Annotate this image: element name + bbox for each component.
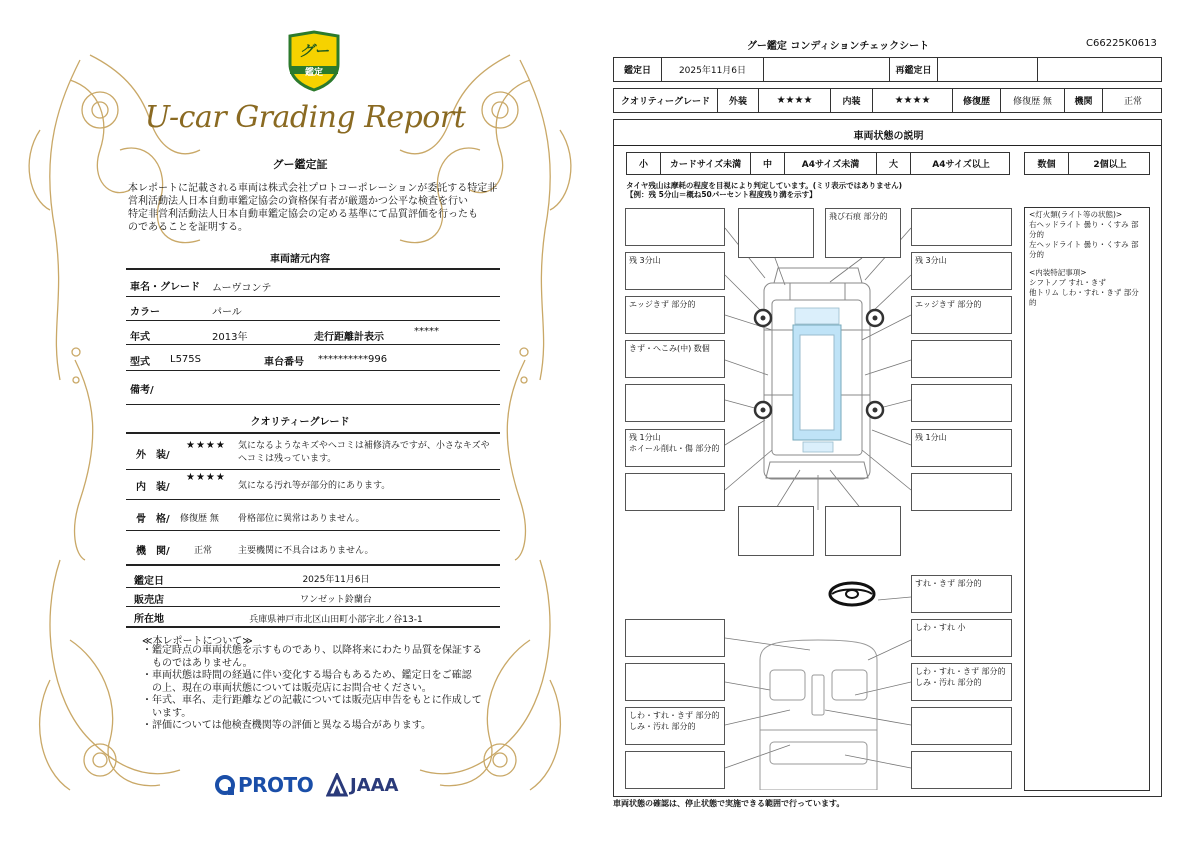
tire-note-2: 【例：残 5分山＝概ね50パーセント程度残り溝を示す】	[626, 190, 817, 199]
spec-name-label: 車名・グレード	[130, 282, 200, 293]
spec-remarks-label: 備考/	[130, 385, 154, 396]
ext-label: 外装	[718, 89, 759, 112]
damage-size-legend: 小 カードサイズ未満 中 A4サイズ未満 大 A4サイズ以上	[626, 152, 1010, 175]
quality-frame-label: 骨 格/	[136, 514, 170, 525]
damage-box-interior-left-1	[625, 619, 725, 657]
quality-engine-label: 機 関/	[136, 546, 170, 557]
quality-engine-value: 正常	[194, 546, 213, 556]
damage-box-interior-right-4	[911, 751, 1012, 789]
note-item: の上、現在の車両状態については販売店にお問合せください。	[142, 682, 432, 694]
spec-mileage-value: *****	[414, 326, 439, 337]
quality-frame-value: 修復歴 無	[180, 514, 219, 524]
damage-box-front-right-top	[911, 208, 1012, 246]
repair-value: 修復歴 無	[1001, 89, 1065, 112]
quality-grade-label: クオリティーグレード	[614, 89, 718, 112]
spec-color-label: カラー	[130, 307, 160, 318]
note-item: ものではありません。	[142, 657, 253, 669]
damage-box-rear-center	[825, 506, 901, 556]
spec-year-value: 2013年	[212, 332, 248, 343]
goo-appraisal-logo	[286, 30, 342, 92]
tire-note-1: タイヤ残山は摩耗の程度を目視により判定しています。(ミリ表示ではありません)	[626, 181, 903, 190]
damage-box-front-center: 飛び石痕 部分的	[825, 208, 901, 258]
certificate-intro	[128, 182, 498, 234]
logo-bottom-text: 鑑定	[304, 68, 323, 78]
intro-line: 営利活動法人日本自動車鑑定協会の資格保有者が厳選かつ公平な検査を行い	[128, 196, 468, 207]
ext-stars: ★★★★	[759, 89, 831, 112]
damage-box-front-left-tire: 残 3分山	[625, 252, 725, 290]
eval-date-label: 鑑定日	[614, 58, 662, 81]
damage-box-interior-left-2	[625, 663, 725, 701]
info-address-value: 兵庫県神戸市北区山田町小部字北ノ谷13-1	[249, 615, 423, 625]
spec-model-value: L575S	[170, 354, 202, 365]
proto-logo: PROTO	[214, 772, 313, 798]
damage-box-rear-right-bottom	[911, 473, 1012, 511]
info-dealer-label: 販売店	[134, 595, 164, 606]
spec-color-value: パール	[212, 307, 242, 318]
quality-exterior-stars: ★★★★	[186, 440, 226, 451]
info-dealer-value: ワンゼット鈴蘭台	[300, 595, 372, 605]
note-item: ・車両状態は時間の経過に伴い変化する場合もあるため、鑑定日をご確認	[142, 670, 472, 681]
info-address-label: 所在地	[134, 614, 164, 625]
engine-label: 機関	[1065, 89, 1103, 112]
quality-interior-label: 内 装/	[136, 482, 170, 493]
info-date-value: 2025年11月6日	[302, 575, 370, 585]
damage-box-front-left-top	[625, 208, 725, 246]
engine-value: 正常	[1123, 97, 1142, 107]
sheet-title: グー鑑定 コンディションチェックシート	[746, 41, 930, 52]
damage-count-legend: 数個 2個以上	[1024, 152, 1150, 175]
spec-year-label: 年式	[130, 332, 150, 343]
damage-box-front-right-tire: 残 3分山	[911, 252, 1012, 290]
damage-box-left-mid	[625, 384, 725, 422]
spec-chassis-label: 車台番号	[264, 357, 304, 368]
damage-box-interior-left-3: しわ・すれ・きず 部分的 しみ・汚れ 部分的	[625, 707, 725, 745]
spec-chassis-value: **********996	[318, 354, 388, 365]
note-item: ・鑑定時点の車両状態を示すものであり、以降将来にわたり品質を保証する	[142, 645, 482, 656]
condition-check-sheet	[600, 0, 1200, 848]
quality-interior-text: 気になる汚れ等が部分的にあります。	[238, 481, 391, 491]
damage-box-left-edge: エッジきず 部分的	[625, 296, 725, 334]
note-item: います。	[142, 707, 192, 719]
intro-line: 本レポートに記載される車両は株式会社プロトコーポレーションが委託する特定非	[128, 183, 498, 194]
certificate-heading: グー鑑定証	[272, 158, 328, 171]
intro-line: 特定非営利活動法人日本自動車鑑定協会の定める基準にて品質評価を行ったも	[128, 209, 478, 220]
damage-box-interior-left-4	[625, 751, 725, 789]
damage-box-interior-right-2: しわ・すれ・きず 部分的 しみ・汚れ 部分的	[911, 663, 1012, 701]
spec-model-label: 型式	[130, 357, 150, 368]
info-date-label: 鑑定日	[134, 576, 164, 587]
notes-list	[142, 645, 502, 733]
jaaa-mark-icon	[326, 773, 348, 797]
eval-date-value: 2025年11月6日	[662, 58, 764, 81]
quality-exterior-text: 気になるようなキズやヘコミは補修済みですが、小さなキズや ヘコミは残っています。	[238, 441, 490, 464]
script-title: U-car Grading Report	[144, 100, 466, 135]
specs-heading: 車両諸元内容	[270, 254, 330, 265]
section-title: 車両状態の説明	[853, 131, 924, 142]
quality-heading: クオリティーグレード	[250, 417, 350, 428]
proto-mark-icon	[214, 773, 238, 797]
repair-label: 修復歴	[953, 89, 1001, 112]
sheet-doc-id: C66225K0613	[1086, 38, 1157, 49]
quality-interior-stars: ★★★★	[186, 472, 226, 483]
int-label: 内装	[831, 89, 873, 112]
damage-box-steering: すれ・きず 部分的	[911, 575, 1012, 613]
jaaa-logo: JAAA	[326, 772, 399, 798]
damage-box-rear-left-bottom	[625, 473, 725, 511]
int-stars: ★★★★	[873, 89, 953, 112]
damage-box-right-dent	[911, 340, 1012, 378]
damage-box-interior-right-1: しわ・すれ 小	[911, 619, 1012, 657]
logo-top-text: グー	[298, 42, 329, 60]
damage-box-front-center-left	[738, 208, 814, 258]
damage-box-left-dent: きず・へこみ(中) 数個	[625, 340, 725, 378]
note-item: ・評価については他検査機関等の評価と異なる場合があります。	[142, 720, 431, 731]
quality-engine-text: 主要機関に不具合はありません。	[238, 546, 374, 556]
reeval-date-label: 再鑑定日	[890, 58, 938, 81]
notes-heading: ≪本レポートについて≫	[142, 636, 253, 647]
spec-mileage-label: 走行距離計表示	[314, 332, 384, 343]
intro-line: のであることを証明する。	[128, 222, 248, 233]
note-item: ・年式、車名、走行距離などの記載については販売店申告をもとに作成して	[142, 695, 482, 706]
damage-box-rear-left-tire: 残 1分山 ホイール削れ・傷 部分的	[625, 429, 725, 467]
quality-frame-text: 骨格部位に異常はありません。	[238, 514, 365, 524]
special-notes-panel: <灯火類(ライト等の状態)> 右ヘッドライト 曇り・くすみ 部分的 左ヘッドライト 曇り・くすみ 部分的 <内装特記事項> シフトノブ すれ・きず 他トリム しわ・すれ・きず 部分的	[1024, 207, 1150, 791]
quality-exterior-label: 外 装/	[136, 450, 170, 461]
damage-box-right-edge: エッジきず 部分的	[911, 296, 1012, 334]
damage-box-rear-right-tire: 残 1分山	[911, 429, 1012, 467]
spec-name-value: ムーヴコンテ	[212, 283, 272, 294]
damage-box-interior-right-3	[911, 707, 1012, 745]
damage-box-rear-center-left	[738, 506, 814, 556]
sheet-footer: 車両状態の確認は、停止状態で実施できる範囲で行っています。	[613, 799, 845, 808]
damage-box-right-mid	[911, 384, 1012, 422]
